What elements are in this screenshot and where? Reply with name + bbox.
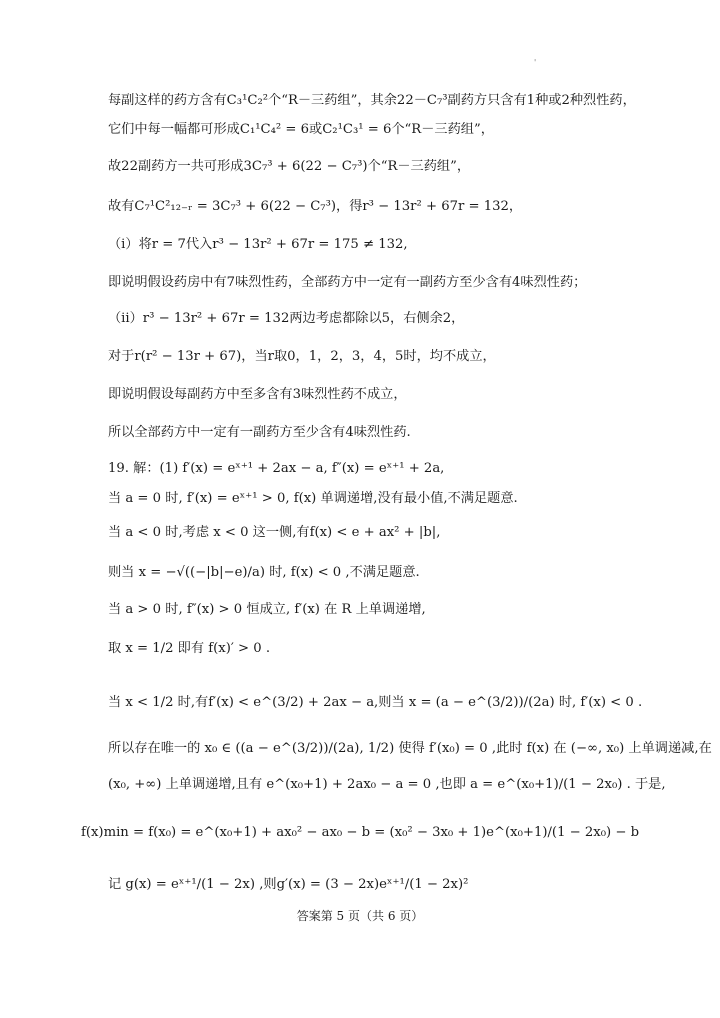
text-line-12: 当 a = 0 时, f′(x) = eˣ⁺¹ > 0, f(x) 单调递增,没有最小值,不满足题意.	[108, 491, 518, 506]
text-line-17: 当 x < 1/2 时,有f′(x) < e^(3/2) + 2ax − a,则当 x = (a − e^(3/2))/(2a) 时, f′(x) < 0 .	[108, 695, 643, 710]
text-line-5: （i）将r = 7代入r³ − 13r² + 67r = 175 ≠ 132,	[108, 237, 408, 252]
text-line-21: 记 g(x) = eˣ⁺¹/(1 − 2x) ,则g′(x) = (3 − 2x)eˣ⁺¹/(1 − 2x)²	[108, 877, 469, 892]
header-mark: '	[534, 58, 537, 67]
text-line-2: 它们中每一幅都可形成C₁¹C₄² = 6或C₂¹C₃¹ = 6个“R－三药组”，	[108, 122, 494, 137]
text-line-8: 对于r(r² − 13r + 67)，当r取0，1，2，3，4，5时，均不成立，	[108, 349, 496, 364]
formula-min: f(x)min = f(x₀) = e^(x₀+1) + ax₀² − ax₀ − b = (x₀² − 3x₀ + 1)e^(x₀+1)/(1 − 2x₀) − b	[80, 825, 640, 840]
text-line-3: 故22副药方一共可形成3C₇³ + 6(22 − C₇³)个“R－三药组”，	[108, 159, 471, 174]
text-line-6: 即说明假设药房中有7味烈性药，全部药方中一定有一副药方至少含有4味烈性药；	[108, 275, 587, 290]
text-line-11: 19. 解：(1) f′(x) = eˣ⁺¹ + 2ax − a, f″(x) = eˣ⁺¹ + 2a,	[108, 461, 445, 476]
text-line-16: 取 x = 1/2 即有 f(x)′ > 0 .	[108, 641, 271, 656]
text-line-19: (x₀, +∞) 上单调递增,且有 e^(x₀+1) + 2ax₀ − a = 0 ,也即 a = e^(x₀+1)/(1 − 2x₀) . 于是,	[108, 777, 666, 792]
text-line-10: 所以全部药方中一定有一副药方至少含有4味烈性药.	[108, 425, 411, 440]
text-line-1: 每副这样的药方含有C₃¹C₂²个“R－三药组”，其余22－C₇³副药方只含有1种或2种烈性药，	[108, 93, 636, 108]
text-line-14: 则当 x = −√((−|b|−e)/a) 时, f(x) < 0 ,不满足题意.	[108, 565, 420, 580]
text-line-15: 当 a > 0 时, f″(x) > 0 恒成立, f′(x) 在 R 上单调递增,	[108, 602, 426, 617]
text-line-9: 即说明假设每副药方中至多含有3味烈性药不成立，	[108, 387, 407, 402]
page-footer: 答案第 5 页（共 6 页）	[296, 909, 424, 923]
text-line-18: 所以存在唯一的 x₀ ∈ ((a − e^(3/2))/(2a), 1/2) 使得 f′(x₀) = 0 ,此时 f(x) 在 (−∞, x₀) 上单调递减,在	[108, 741, 712, 756]
text-line-4: 故有C₇¹C²₁₂₋ᵣ = 3C₇³ + 6(22 − C₇³)，得r³ − 13r² + 67r = 132，	[108, 199, 523, 214]
text-line-7: （ii）r³ − 13r² + 67r = 132两边考虑都除以5，右侧余2，	[108, 311, 465, 326]
text-line-13: 当 a < 0 时,考虑 x < 0 这一侧,有f(x) < e + ax² + |b|,	[108, 525, 441, 540]
